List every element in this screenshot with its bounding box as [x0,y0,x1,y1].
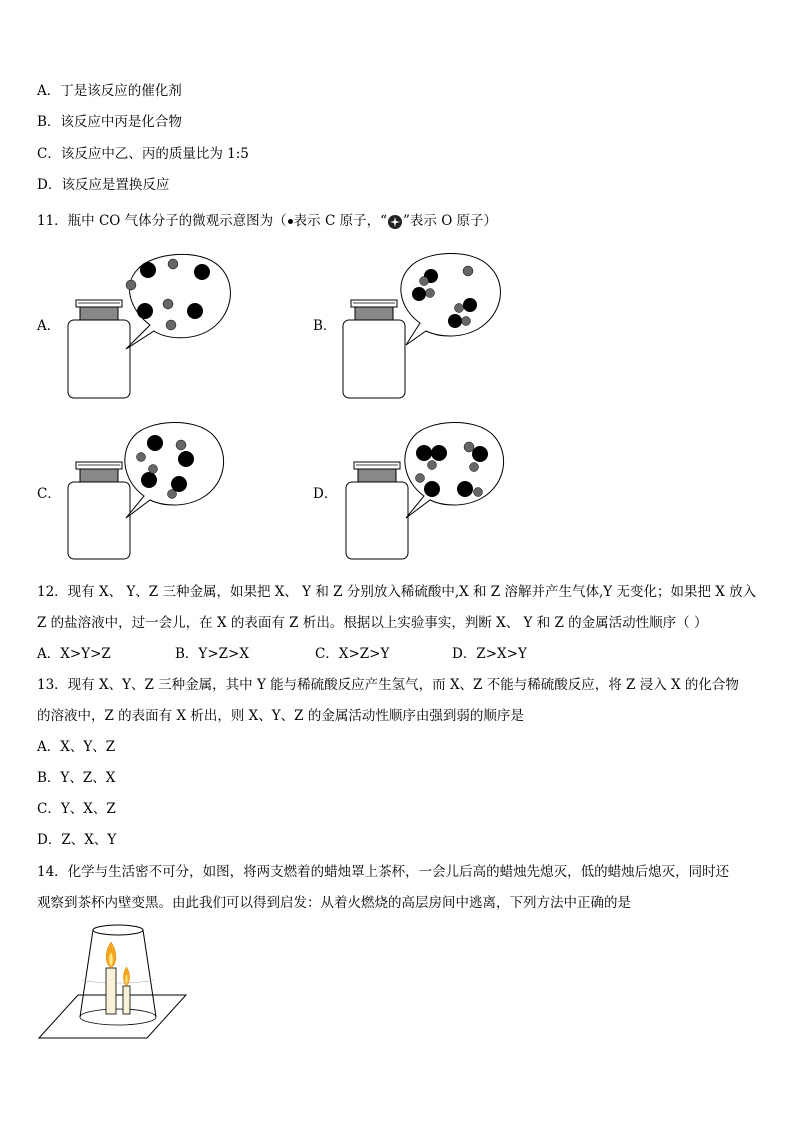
bottle-figure-c [60,412,240,572]
q14-stem-line1: 14．化学与生活密不可分，如图，将两支燃着的蜡烛罩上茶杯，一会儿后高的蜡烛先熄灭，低的蜡烛后熄灭，同时还 [37,864,730,880]
q13-stem-line1: 13．现有 X、Y、Z 三种金属，其中 Y 能与稀硫酸反应产生氢气，而 X、Z 不能与稀硫酸反应，将 Z 浸入 X 的化合物 [37,677,739,693]
q11-label-c: C． [37,486,61,502]
q12-stem-line2: Z 的盐溶液中，过一会儿，在 X 的表面有 Z 析出。根据以上实验事实，判断 X、 Y 和 Z 的金属活动性顺序（ ） [37,615,708,631]
q11-stem-part2: 表示 C 原子，“ [293,213,387,229]
candles-under-cup-figure [38,920,188,1042]
q11-label-d: D． [313,486,338,502]
q11-stem [37,211,497,231]
q12-option-d: D．Z>X>Y [452,646,527,662]
q11-stem-part3: ”表示 O 原子） [403,213,498,229]
q10-option-a: A．丁是该反应的催化剂 [37,83,182,99]
carbon-atom-icon [288,219,293,224]
q13-option-d: D．Z、X、Y [37,832,117,848]
q11-stem-part1: 11．瓶中 CO 气体分子的微观示意图为（ [37,213,287,229]
q11-label-b: B． [313,318,337,334]
q13-option-a: A．X、Y、Z [37,739,116,755]
bottle-figure-b [338,245,518,405]
q13-option-c: C．Y、X、Z [37,801,116,817]
q12-option-b: B．Y>Z>X [175,646,249,662]
q11-label-a: A． [37,318,61,334]
q13-stem-line2: 的溶液中，Z 的表面有 X 析出，则 X、Y、Z 的金属活动性顺序由强到弱的顺序是 [37,708,524,724]
q14-stem-line2: 观察到茶杯内壁变黑。由此我们可以得到启发：从着火燃烧的高层房间中逃离，下列方法中正确的是 [37,895,631,911]
q10-option-c: C．该反应中乙、丙的质量比为 1:5 [37,146,249,162]
q13-option-b: B．Y、Z、X [37,770,116,786]
oxygen-atom-icon [387,214,403,230]
q12-stem-line1: 12．现有 X、 Y、Z 三种金属，如果把 X、 Y 和 Z 分别放入稀硫酸中,X 和 Z 溶解并产生气体,Y 无变化；如果把 X 放入 [37,584,757,600]
q12-option-a: A．X>Y>Z [37,646,111,662]
bottle-figure-a [60,245,240,405]
q10-option-d: D．该反应是置换反应 [37,177,170,193]
q12-option-c: C．X>Z>Y [315,646,390,662]
q10-option-b: B．该反应中丙是化合物 [37,114,182,130]
bottle-figure-d [338,412,518,572]
